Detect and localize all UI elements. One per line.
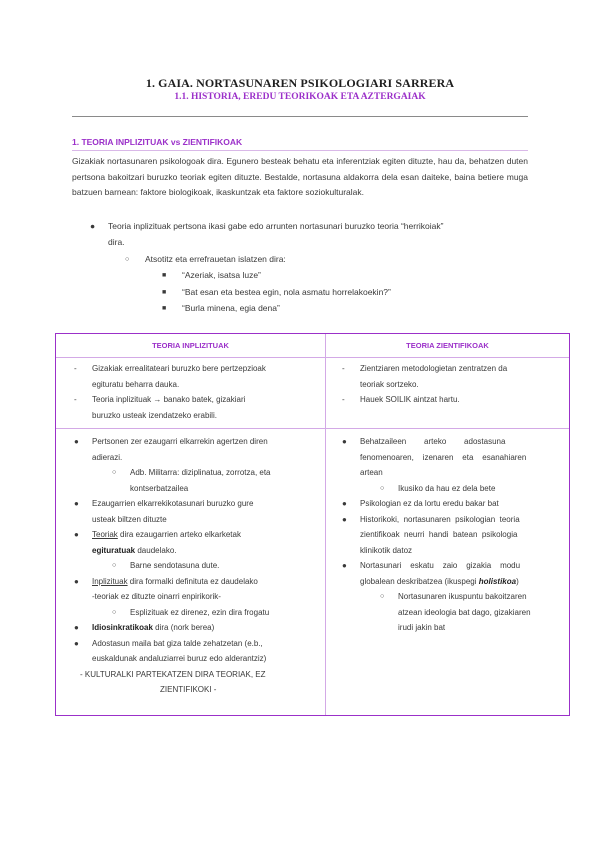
circle-bullet-icon: ○ bbox=[112, 562, 117, 569]
cell-text: Ikusiko da hau ez dela bete bbox=[398, 483, 496, 493]
bullet-dot-icon: ● bbox=[74, 530, 79, 539]
bullet-dot-icon: ● bbox=[74, 576, 79, 586]
cell-text: Pertsonen zer ezaugarri elkarrekin agertzen diren bbox=[92, 437, 268, 446]
bullet-dot-icon: ● bbox=[342, 499, 347, 508]
cell-text: Nortasunari eskatu zaio gizakia modu bbox=[360, 561, 521, 570]
cell-text: globalean deskribatzea (ikuspegi bbox=[360, 576, 479, 586]
row-divider bbox=[56, 428, 569, 429]
cell-text: Hauek SOILIK aintzat hartu. bbox=[360, 395, 460, 404]
cell-text: Inplizituak bbox=[92, 576, 128, 586]
cell-text: dira formalki definituta ez daudelako bbox=[127, 576, 258, 586]
cell-text: Barne sendotasuna dute. bbox=[130, 561, 220, 570]
cell-text: euskaldunak andaluziarrei buruz edo alderantziz) bbox=[92, 654, 267, 663]
quote-text: “Bat esan eta bestea egin, nola asmatu horrelakoekin?” bbox=[182, 287, 391, 297]
table-header-scientific: TEORIA ZIENTIFIKOAK bbox=[406, 341, 489, 350]
section-heading: 1. TEORIA INPLIZITUAK vs ZIENTIFIKOAK bbox=[72, 137, 243, 147]
cell-text: kontserbatzailea bbox=[130, 483, 189, 493]
column-divider bbox=[325, 334, 326, 715]
square-bullet-icon: ■ bbox=[162, 305, 167, 312]
cell-text: Nortasunaren ikuspuntu bakoitzaren bbox=[398, 592, 527, 601]
cell-text: Ezaugarrien elkarrekikotasunari buruzko gure bbox=[92, 499, 254, 508]
cell-text: egituratu beharra dauka. bbox=[92, 379, 180, 389]
square-bullet-icon: ■ bbox=[162, 289, 167, 296]
header-row-divider bbox=[56, 357, 569, 358]
cultural-note: ZIENTIFIKOKI - bbox=[160, 685, 217, 694]
bullet-dot-icon: ● bbox=[342, 514, 347, 524]
cell-text: holistikoa bbox=[478, 576, 517, 586]
cell-text: atzean ideologia bat dago, gizakiaren bbox=[398, 607, 531, 617]
quote-text: “Burla minena, egia dena” bbox=[182, 303, 280, 313]
cell-text: Gizakiak errealitateari buruzko bere pertzepzioak bbox=[92, 364, 266, 373]
title-divider bbox=[72, 116, 528, 117]
table-cell-r2c2 bbox=[342, 434, 556, 636]
cell-text: Adb. Militarra: diziplinatua, zorrotza, eta bbox=[130, 468, 271, 477]
document-subtitle: 1.1. HISTORIA, EREDU TEORIKOAK ETA AZTERGAIAK bbox=[174, 92, 426, 102]
table-cell-r1c2: - Zientziaren metodologietan zentratzen da teoriak sortzeko. - Hauek SOILIK aintzat hartu. bbox=[342, 364, 508, 404]
cell-text: usteak biltzen dituzte bbox=[92, 514, 167, 524]
square-bullet-icon: ■ bbox=[162, 272, 167, 279]
table-cell-r2c1 bbox=[74, 434, 314, 698]
circle-bullet-icon: ○ bbox=[380, 593, 385, 600]
cell-text: teoriak sortzeko. bbox=[360, 379, 419, 389]
cell-text: daudelako. bbox=[135, 545, 177, 555]
bullet-dot-icon: ● bbox=[342, 561, 347, 570]
circle-bullet-icon: ○ bbox=[125, 256, 130, 263]
document-title: 1. GAIA. NORTASUNAREN PSIKOLOGIARI SARRERA bbox=[145, 76, 455, 90]
cell-text: adierazi. bbox=[92, 452, 123, 462]
section-underline bbox=[72, 150, 528, 151]
bullet-dot-icon: ● bbox=[74, 499, 79, 508]
cell-text: dira (nork berea) bbox=[152, 623, 215, 632]
bullet-dot-icon: ● bbox=[74, 638, 79, 648]
bullet-dot-icon: ● bbox=[74, 623, 79, 632]
circle-bullet-icon: ○ bbox=[112, 608, 117, 616]
cell-text: Adostasun maila bat giza talde zehatzetan (e.b., bbox=[92, 638, 263, 648]
cell-text: artean bbox=[360, 468, 383, 477]
cell-text: klinikotik datoz bbox=[360, 545, 413, 555]
comparison-table bbox=[55, 333, 570, 716]
cell-text: zientifikoak neurri handi batean psikologia bbox=[360, 530, 518, 539]
quote-text: “Azeriak, isatsa luze” bbox=[182, 270, 261, 280]
cell-text: irudi jakin bat bbox=[398, 623, 446, 632]
intro-paragraph: Gizakiak nortasunaren psikologoak dira. Egunero besteak behatu eta inferentziak egiten dituzte, hau da, behatzen duten pertsona bakoitzari buruzko teoriak egiten dituzte. Bestalde, nortasuna aldakorra dela esan daiteke, baina betiere muga batzuen barnean: faktore biologikoak, ikaskuntzak eta faktore soziokulturalak. bbox=[72, 156, 528, 197]
cultural-note: - KULTURALKI PARTEKATZEN DIRA TEORIAK, EZ bbox=[80, 669, 266, 679]
sub-bullet-text: Atsotitz eta errefrauetan islatzen dira: bbox=[145, 254, 286, 264]
cell-text: fenomenoaren, izenaren eta esanahiaren bbox=[360, 452, 527, 462]
bullet-text-line1: Teoria inplizituak pertsona ikasi gabe edo arrunten nortasunari buruzko teoria “herrikoiak” bbox=[108, 221, 444, 231]
cell-text: Teoriak bbox=[92, 530, 118, 539]
cell-text: Psikologian ez da lortu eredu bakar bat bbox=[360, 499, 499, 508]
cell-text: buruzko usteak izendatzeko erabili. bbox=[92, 410, 217, 420]
bullet-dot-icon: ● bbox=[90, 221, 96, 231]
table-header-implicit: TEORIA INPLIZITUAK bbox=[152, 341, 229, 350]
cell-text: ) bbox=[516, 576, 519, 586]
bullet-dot-icon: ● bbox=[74, 437, 79, 446]
bullet-dot-icon: ● bbox=[342, 437, 347, 446]
circle-bullet-icon: ○ bbox=[380, 484, 385, 492]
cell-text: Esplizituak ez direnez, ezin dira frogatu bbox=[130, 607, 270, 617]
table-cell-r1c1: - Gizakiak errealitateari buruzko bere pertzepzioak egituratu beharra dauka. - Teoria inplizituak → banako batek, gizakiari buruzko usteak izendatzeko erabili. bbox=[74, 364, 266, 420]
cell-text: dira ezaugarrien arteko elkarketak bbox=[117, 530, 241, 539]
cell-text: -teoriak ez dituzte oinarri enpirikorik- bbox=[92, 592, 221, 601]
cell-text: Zientziaren metodologietan zentratzen da bbox=[360, 364, 508, 373]
cell-text: egituratuak bbox=[92, 545, 136, 555]
cell-text: Behatzaileen arteko adostasuna bbox=[360, 437, 506, 446]
cell-text: Teoria inplizituak → banako batek, gizakiari bbox=[92, 395, 246, 404]
circle-bullet-icon: ○ bbox=[112, 469, 117, 476]
cell-text: Idiosinkratikoak bbox=[92, 623, 153, 632]
cell-text: Historikoki, nortasunaren psikologian teoria bbox=[360, 514, 520, 524]
bullet-text-line2: dira. bbox=[108, 237, 125, 247]
